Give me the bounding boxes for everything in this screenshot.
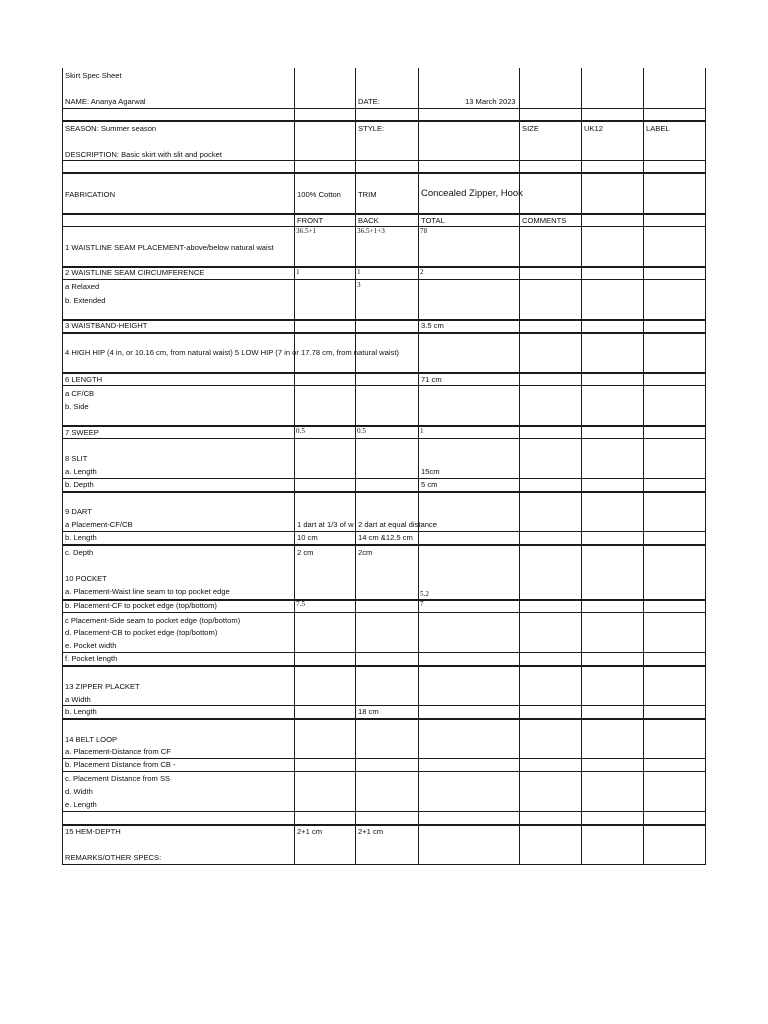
grid-line-h — [62, 478, 706, 479]
total-value: 5 cm — [421, 480, 438, 489]
back-value: 36.5+1+3 — [357, 227, 385, 235]
front-value: 36.5+1 — [296, 227, 317, 235]
back-value: 14 cm &12.5 cm — [358, 533, 413, 542]
total-value: 3.5 cm — [421, 321, 444, 330]
fabrication-label: FABRICATION — [65, 190, 116, 199]
grid-line-h — [62, 705, 706, 706]
grid-line-h — [62, 612, 706, 613]
row-label: b. Placement Distance from CB - — [65, 760, 176, 769]
row-label: b. Length — [65, 533, 97, 542]
grid-line-h — [62, 332, 706, 334]
grid-line-col-extra1 — [581, 68, 582, 865]
column-header-back: BACK — [358, 216, 379, 225]
row-label: 4 HIGH HIP (4 in, or 10.16 cm, from natural waist) 5 LOW HIP (7 in or 17.78 cm, from natural waist) — [65, 348, 399, 357]
grid-line-h — [62, 718, 706, 720]
back-value: 3 — [357, 281, 361, 289]
total-value: 71 cm — [421, 375, 442, 384]
row-label: 6 LENGTH — [65, 375, 103, 384]
back-value: 1 — [357, 268, 361, 276]
row-label: 10 POCKET — [65, 574, 107, 583]
grid-line-col-extra2 — [643, 68, 644, 865]
row-label: b. Extended — [65, 296, 106, 305]
row-label: d. Placement-CB to pocket edge (top/bottom) — [65, 628, 218, 637]
season-field: SEASON: Summer season — [65, 124, 157, 133]
row-label: 1 WAISTLINE SEAM PLACEMENT-above/below natural waist — [65, 243, 274, 252]
row-label: e. Pocket width — [65, 641, 117, 650]
column-header-front: FRONT — [297, 216, 324, 225]
grid-line-h — [62, 108, 706, 109]
front-value: 1 — [296, 268, 300, 276]
total-value: 1 — [420, 427, 424, 435]
style-label: STYLE: — [358, 124, 385, 133]
front-value: 2+1 cm — [297, 827, 323, 836]
total-value: 78 — [420, 227, 428, 235]
row-label: 13 ZIPPER PLACKET — [65, 682, 140, 691]
row-label: c Placement-Side seam to pocket edge (top/bottom) — [65, 616, 241, 625]
column-header-comments: COMMENTS — [522, 216, 567, 225]
row-label: d. Width — [65, 787, 93, 796]
trim-value: Concealed Zipper, Hook — [421, 188, 523, 199]
row-label: 15 HEM-DEPTH — [65, 827, 121, 836]
date-value: 13 March 2023 — [465, 97, 516, 106]
grid-line-h — [62, 372, 706, 374]
grid-line-h — [62, 438, 706, 439]
row-label: 7 SWEEP — [65, 428, 99, 437]
grid-line-h — [62, 665, 706, 667]
row-label: 2 WAISTLINE SEAM CIRCUMFERENCE — [65, 268, 205, 277]
grid-line-h — [62, 120, 706, 122]
row-label: a. Placement-Distance from CF — [65, 747, 171, 756]
row-label: b. Placement-CF to pocket edge (top/bottom) — [65, 601, 217, 610]
grid-line-h — [62, 531, 706, 532]
row-label: 9 DART — [65, 507, 92, 516]
grid-line-col-total — [418, 68, 419, 865]
date-label: DATE: — [358, 97, 380, 106]
grid-line-h — [62, 385, 706, 386]
front-value: 10 cm — [297, 533, 318, 542]
grid-line-h — [62, 213, 706, 215]
remarks-label: REMARKS/OTHER SPECS: — [65, 853, 162, 862]
row-label: a. Length — [65, 467, 97, 476]
sheet-title: Skirt Spec Sheet — [65, 71, 122, 80]
back-value: 18 cm — [358, 707, 379, 716]
row-label: 14 BELT LOOP — [65, 735, 118, 744]
row-label: 3 WAISTBAND-HEIGHT — [65, 321, 148, 330]
grid-line-h — [62, 864, 706, 865]
total-value: 2 — [420, 268, 424, 276]
row-label: b. Length — [65, 707, 97, 716]
grid-line-h — [62, 491, 706, 493]
grid-line-h — [62, 544, 706, 546]
back-value: 2+1 cm — [358, 827, 384, 836]
back-value: 2cm — [358, 548, 373, 557]
row-label: 8 SLIT — [65, 454, 88, 463]
front-value: 1 dart at 1/3 of w — [297, 520, 354, 529]
grid-line-h — [62, 771, 706, 772]
row-label: e. Length — [65, 800, 97, 809]
row-label: a CF/CB — [65, 389, 95, 398]
front-value: 2 cm — [297, 548, 314, 557]
trim-label: TRIM — [358, 190, 377, 199]
front-value: 0.5 — [296, 427, 305, 435]
grid-line-h — [62, 824, 706, 826]
size-value: UK12 — [584, 124, 603, 133]
row-label: a Placement-CF/CB — [65, 520, 133, 529]
total-value: 5.2 — [420, 590, 429, 598]
grid-line-h — [62, 160, 706, 161]
grid-line-col-back — [355, 68, 356, 865]
row-label: c. Placement Distance from SS — [65, 774, 171, 783]
row-label: c. Depth — [65, 548, 94, 557]
row-label: b. Depth — [65, 480, 94, 489]
row-label: a. Placement-Waist line seam to top pocket edge — [65, 587, 230, 596]
description-field: DESCRIPTION: Basic skirt with slit and pocket — [65, 150, 222, 159]
back-value: 2 dart at equal distance — [358, 520, 437, 529]
grid-line-h — [62, 172, 706, 174]
total-value: 15cm — [421, 467, 440, 476]
label-label: LABEL — [646, 124, 670, 133]
grid-line-right — [705, 68, 706, 865]
column-header-total: TOTAL — [421, 216, 445, 225]
row-label: f. Pocket length — [65, 654, 118, 663]
row-label: a Width — [65, 695, 91, 704]
name-field: NAME: Ananya Agarwal — [65, 97, 146, 106]
grid-line-h — [62, 652, 706, 653]
total-value: 7 — [420, 600, 424, 608]
row-label: a Relaxed — [65, 282, 100, 291]
grid-line-h — [62, 758, 706, 759]
front-value: 7.5 — [296, 600, 305, 608]
back-value: 0.5 — [357, 427, 366, 435]
grid-line-h — [62, 811, 706, 812]
grid-line-left — [62, 68, 63, 865]
fabrication-value: 100% Cotton — [297, 190, 341, 199]
row-label: b. Side — [65, 402, 89, 411]
size-label: SIZE — [522, 124, 539, 133]
grid-line-col-front — [294, 68, 295, 865]
